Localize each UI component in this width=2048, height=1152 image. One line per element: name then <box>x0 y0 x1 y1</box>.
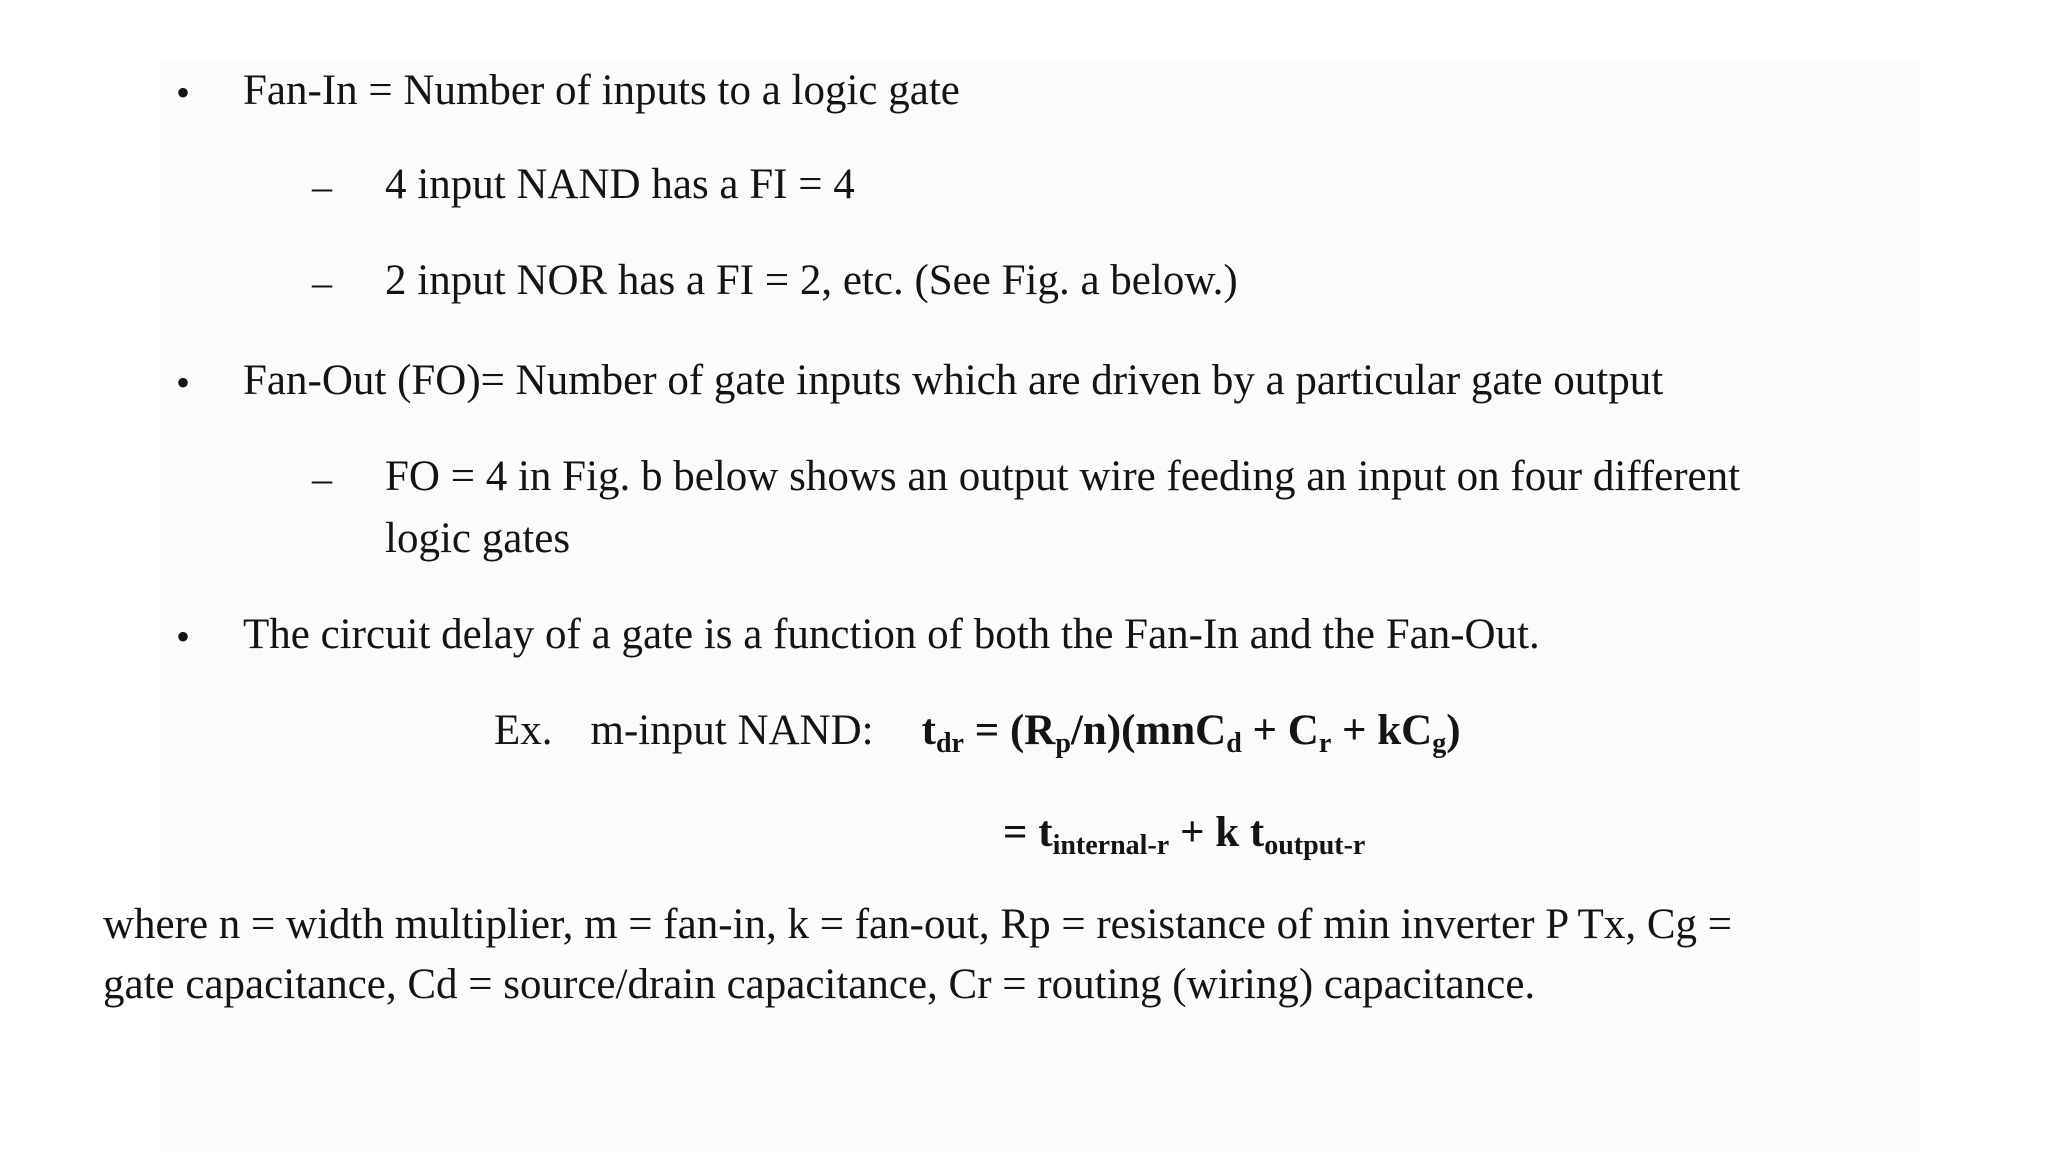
bullet-marker: • <box>176 70 191 115</box>
bullet-fan-in: Fan-In = Number of inputs to a logic gate <box>243 67 960 114</box>
bullet-fan-out: Fan-Out (FO)= Number of gate inputs which are driven by a particular gate output <box>243 357 1664 404</box>
variable-definitions-line2: gate capacitance, Cd = source/drain capacitance, Cr = routing (wiring) capacitance. <box>103 961 1536 1008</box>
bullet-circuit-delay: The circuit delay of a gate is a function of both the Fan-In and the Fan-Out. <box>243 611 1540 658</box>
bullet-marker: • <box>176 360 191 405</box>
sub-item-nand-fi: 4 input NAND has a FI = 4 <box>385 161 855 208</box>
sub-item-fo-line2: logic gates <box>385 515 571 562</box>
example-equation <box>494 706 1461 759</box>
bullet-marker: • <box>176 614 191 659</box>
example-label: m-input NAND: <box>590 707 874 754</box>
dash-marker: – <box>312 456 332 501</box>
variable-definitions-line1: where n = width multiplier, m = fan-in, k = fan-out, Rp = resistance of min inverter P Tx, Cg = <box>103 901 1733 948</box>
dash-marker: – <box>312 260 332 305</box>
dash-marker: – <box>312 164 332 209</box>
sub-item-fo-line1: FO = 4 in Fig. b below shows an output wire feeding an input on four different <box>385 453 1741 500</box>
example-prefix: Ex. <box>494 707 553 754</box>
sub-item-nor-fi: 2 input NOR has a FI = 2, etc. (See Fig. a below.) <box>385 257 1238 304</box>
equation-decomposition: = $t_{internal-r} + k$ $t_{output-r}$ <box>1003 809 1366 861</box>
equation-delay: $t_{dr} = (R_p/n)(mnC_d + C_r + kC_g)$ <box>921 707 1461 759</box>
